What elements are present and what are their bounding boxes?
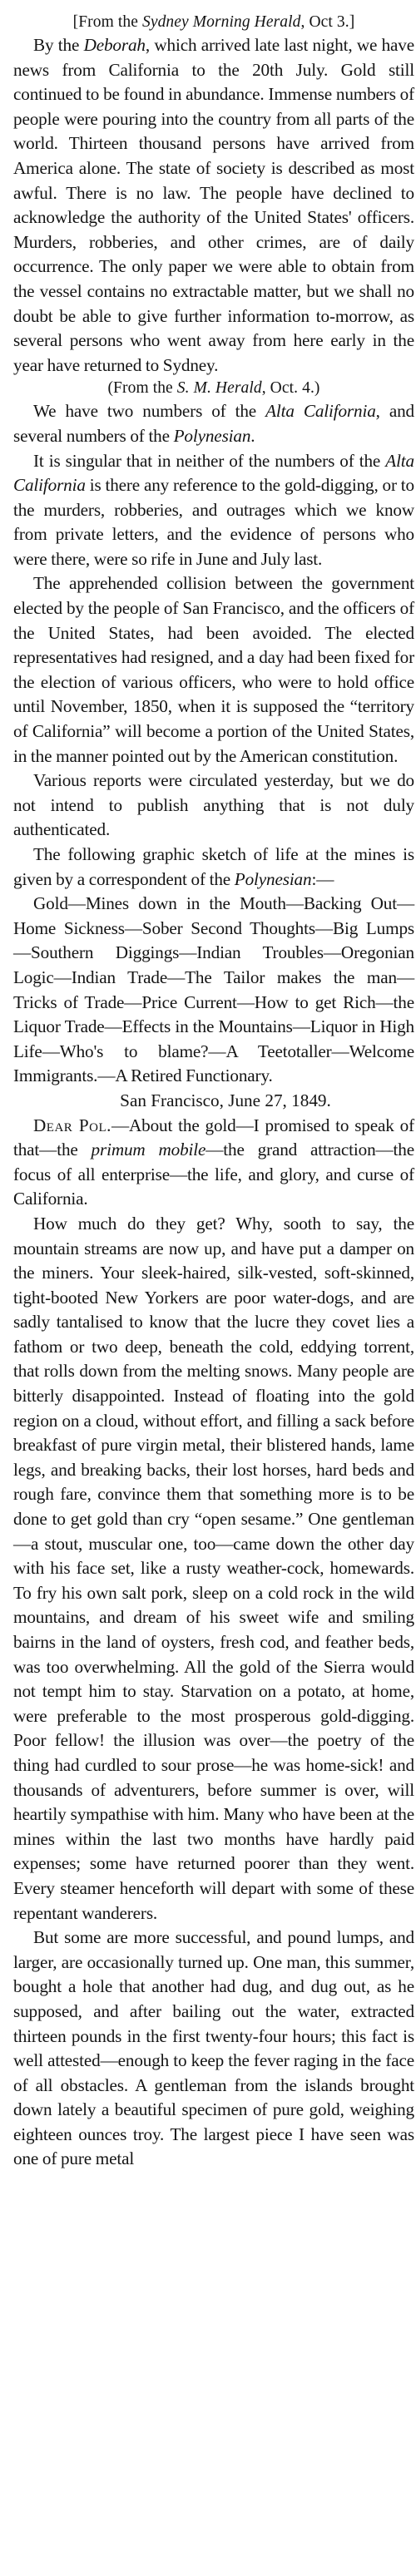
newspaper-name: Alta California <box>265 401 376 422</box>
header-source-name: S. M. Herald <box>176 379 262 398</box>
paragraph-text: . <box>250 425 255 446</box>
article-column <box>13 0 414 2172</box>
latin-term: primum mobile <box>91 1140 206 1160</box>
paragraph-text: We have two numbers of the <box>33 401 266 422</box>
paragraph-no-reference <box>13 449 414 572</box>
header-close-text: , Oct. 4.) <box>261 379 320 398</box>
paragraph-text: is there any reference to the gold-digging, or to the murders, robberies, and outrages which we know from private letters, and the evidence of persons who were there, were so rife in June and July last. <box>13 475 414 569</box>
source-header-sydney-morning-herald <box>13 12 414 33</box>
paragraph-contents-summary: Gold—Mines down in the Mouth—Backing Out—Home Sickness—Sober Second Thoughts—Big Lumps—Southern Diggings—Indian Troubles—Oregonian Logic—Indian Trade—The Tailor makes the man—Tricks of Trade—Price Current—How to get Rich—the Liquor Trade—Effects in the Mountains—Liquor in High Life—Who's to blame?—A Teetotaller—Welcome Immigrants.—A Retired Functionary. <box>13 893 414 1086</box>
paragraph-text: —About the gold—I promised to speak of that—the <box>13 1115 414 1160</box>
paragraph-apprehended-collision: The apprehended collision between the government elected by the people of San Francisco, and the officers of the United States, had been avoided. The elected representatives had resigned, and a day had been fixed for the election of various officers, who were to hold office until November, 1850, when it is supposed the “territory of California” will become a portion of the United States, in the manner pointed out by the American constitution. <box>13 573 414 766</box>
header-open-text: (From the <box>107 379 177 398</box>
source-header-sm-herald <box>13 378 414 399</box>
header-close-text: , Oct 3.] <box>300 13 355 31</box>
paragraph-how-much: How much do they get? Why, sooth to say, the mountain streams are now up, and have put a damper on the miners. Your sleek-haired, silk-vested, soft-skinned, tight-booted New Yorkers are poor water-dogs, and are sadly tantalised to know that the lucre they covet lies a fathom or two deep, beneath the cold, eddying torrent, that rolls down from the melting snows. Many people are bitterly disappointed. Instead of floating into the gold region on a cloud, without effort, and filling a sack before breakfast of pure virgin metal, their blistered hands, lame legs, and breaking backs, their lost horses, hard beds and rough fare, convince them that something more is to be done to get gold than cry “open sesame.” One gentleman—a stout, muscular one, too—came down the other day with his face set, like a rusty weather-cock, homewards. To fry his own salt pork, sleep on a cold rock in the wild mountains, and dream of his sweet wife and smiling bairns in the land of oysters, fresh cod, and feather beds, was too overwhelming. All the gold of the Sierra would not tempt him to stay. Starvation on a potato, at home, were preferable to the most prosperous gold-digging. Poor fellow! the illusion was over—the poetry of the thing had curdled to sour prose—he was home-sick! and thousands of adventurers, before summer is over, will heartily sympathise with him. Many who have been at the mines within the last two months have hardly paid expenses; some have returned poorer than they went. Every steamer henceforth will depart with some of these repentant wanderers. <box>13 1213 414 1923</box>
newspaper-name: Polynesian <box>173 425 251 446</box>
paragraph-text: The following graphic sketch of life at the mines is given by a correspondent of the <box>13 844 414 889</box>
header-source-name: Sydney Morning Herald <box>141 13 301 31</box>
paragraph-various-reports: Various reports were circulated yesterday, but we do not intend to publish anything that is not duly authenticated. <box>13 770 414 840</box>
newspaper-name: Polynesian <box>234 868 312 889</box>
paragraph-text: —the grand attraction—the focus of all enterprise—the life, and glory, and curse of California. <box>13 1140 414 1209</box>
paragraph-deborah-news <box>13 33 414 378</box>
paragraph-dear-pol <box>13 1114 414 1212</box>
letter-dateline: San Francisco, June 27, 1849. <box>120 1090 331 1110</box>
ship-name: Deborah <box>83 35 146 55</box>
letter-salutation: Dear Pol. <box>33 1115 111 1135</box>
paragraph-more-successful: But some are more successful, and pound lumps, and larger, are occasionally turned up. One man, this summer, bought a hole that another had dug, and dug out, as he supposed, and after bailing out the water, extracted thirteen pounds in the first twenty-four hours; this fact is well attested—enough to keep the fever raging in the face of all obstacles. A gentleman from the islands brought down lately a beautiful specimen of pure gold, weighing eighteen ounces troy. The largest piece I have seen was one of pure metal <box>13 1927 414 2169</box>
paragraph-text: By the <box>33 35 84 55</box>
paragraph-text: :— <box>311 868 334 889</box>
newspaper-name: Alta California <box>13 450 414 496</box>
paragraph-text: , which arrived late last night, we have news from California to the 20th July. Gold still continued to be found in abundance. Immense numbers of people were pouring into the country from all parts of the world. Thirteen thousand persons have arrived from America alone. The state of society is described as most awful. There is no law. The people have declined to acknowledge the authority of the United States' officers. Murders, robberies, and other crimes, are of daily occurrence. The only paper we were able to obtain from the vessel contains no extractable matter, but we shall no doubt be able to give further information to-morrow, as several persons who went away from here early in the year have returned to Sydney. <box>13 35 415 375</box>
paragraph-two-numbers <box>13 399 414 448</box>
header-open-text: [From the <box>72 13 142 31</box>
paragraph-text: It is singular that in neither of the numbers of the <box>33 450 386 471</box>
paragraph-text: , and several numbers of the <box>13 401 414 446</box>
paragraph-graphic-sketch-intro <box>13 843 414 892</box>
